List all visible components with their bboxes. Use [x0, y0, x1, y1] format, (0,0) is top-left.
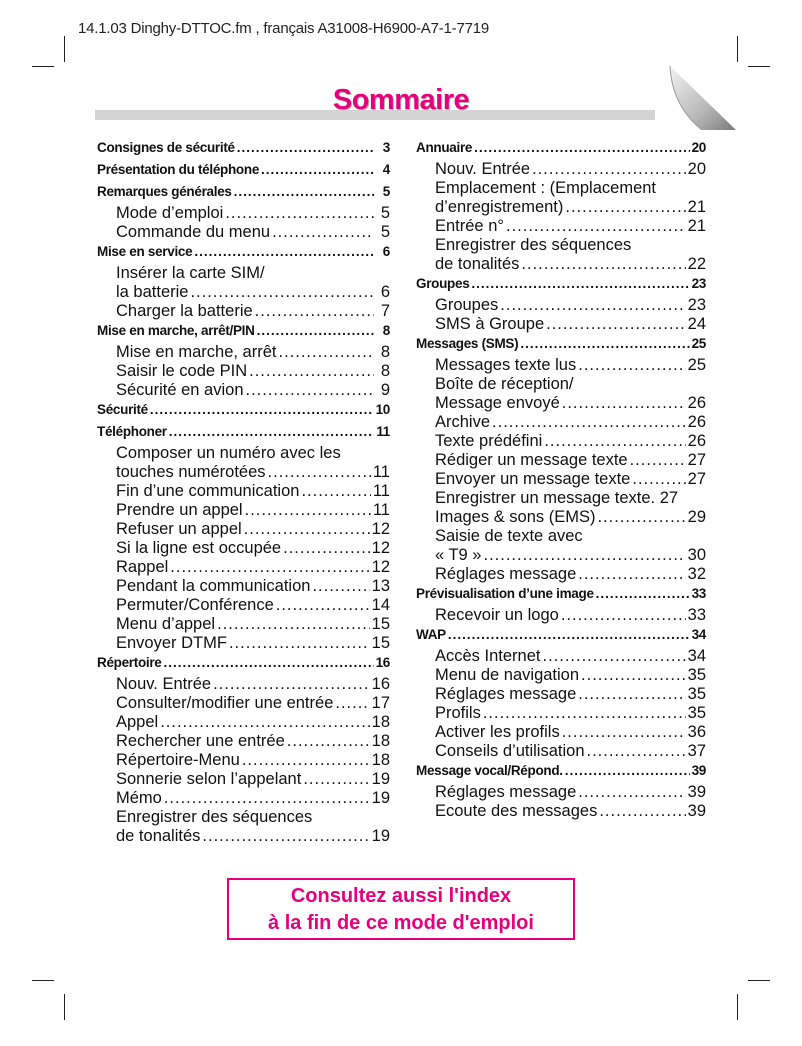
index-notice: [227, 878, 575, 940]
toc-page-number: 20: [687, 160, 706, 178]
toc-entry: [416, 255, 706, 274]
toc-entry: [97, 789, 390, 808]
toc-label: WAP: [416, 627, 446, 642]
toc-leader-dots: [546, 315, 686, 334]
toc-entry: [416, 666, 706, 685]
toc-leader-dots: [255, 302, 374, 321]
toc-label: Groupes: [416, 276, 470, 291]
toc-page-number: 5: [380, 223, 390, 241]
toc-page-number: 10: [375, 402, 390, 417]
toc-entry: [97, 501, 390, 520]
crop-mark: [32, 66, 54, 67]
toc-entry: [416, 723, 706, 742]
toc-section-heading: [97, 140, 390, 160]
toc-page-number: 15: [371, 615, 390, 633]
toc-page-number: 14: [371, 596, 390, 614]
toc-page-number: 26: [687, 432, 706, 450]
toc-entry: [416, 375, 706, 394]
toc-entry: [97, 615, 390, 634]
toc-page-number: 21: [687, 198, 706, 216]
toc-leader-dots: [202, 827, 369, 846]
toc-section-heading: [416, 627, 706, 647]
toc-section-heading: [97, 184, 390, 204]
toc-page-number: 8: [380, 362, 390, 380]
toc-page-number: 13: [371, 577, 390, 595]
toc-page-number: 27: [687, 470, 706, 488]
toc-page-number: 11: [372, 482, 390, 500]
toc-page-number: 8: [380, 343, 390, 361]
toc-page-number: 26: [687, 413, 706, 431]
toc-page-number: 5: [380, 204, 390, 222]
toc-label: Nouv. Entrée: [116, 675, 212, 693]
page-curl-icon: [662, 66, 736, 130]
toc-entry: [97, 675, 390, 694]
toc-leader-dots: [587, 742, 686, 761]
toc-page-number: 37: [687, 742, 706, 760]
toc-label: Saisie de texte avec: [435, 527, 583, 545]
toc-entry: [416, 356, 706, 375]
toc-entry: [416, 296, 706, 315]
toc-label: Emplacement : (Emplacement: [435, 179, 657, 197]
toc-section-heading: [97, 402, 390, 422]
toc-page-number: 19: [371, 827, 390, 845]
toc-entry: [416, 565, 706, 584]
toc-entry: [97, 362, 390, 381]
toc-right-column: [416, 138, 706, 821]
page-title: Sommaire: [332, 84, 470, 116]
toc-label: Consignes de sécurité: [97, 140, 235, 155]
toc-entry: [416, 704, 706, 723]
toc-label: Profils: [435, 704, 481, 722]
toc-entry: [416, 783, 706, 802]
toc-label: « T9 »: [435, 546, 482, 564]
toc-page-number: 39: [687, 783, 706, 801]
toc-section-heading: [97, 244, 390, 264]
toc-label: Sonnerie selon l’appelant: [116, 770, 302, 788]
toc-leader-dots: [278, 343, 374, 362]
toc-page-number: 6: [382, 244, 390, 259]
toc-leader-dots: [335, 694, 369, 713]
toc-leader-dots: [542, 647, 685, 666]
toc-leader-dots: [581, 666, 686, 685]
toc-label: Boîte de réception/: [435, 375, 574, 393]
toc-page-number: 26: [687, 394, 706, 412]
toc-leader-dots: [471, 276, 689, 291]
toc-label: Composer un numéro avec les: [116, 444, 341, 462]
toc-entry: [97, 596, 390, 615]
toc-entry: [416, 179, 706, 198]
crop-mark: [737, 36, 738, 62]
toc-entry: [97, 302, 390, 321]
toc-leader-dots: [246, 381, 375, 400]
toc-leader-dots: [234, 184, 374, 199]
toc-page-number: 30: [687, 546, 706, 564]
toc-leader-dots: [150, 402, 374, 417]
toc-label: d’enregistrement): [435, 198, 564, 216]
toc-entry: [416, 527, 706, 546]
toc-entry: [416, 802, 706, 821]
toc-leader-dots: [244, 520, 370, 539]
toc-leader-dots: [483, 546, 685, 565]
toc-label: Rappel: [116, 558, 169, 576]
toc-label: Messages texte lus: [435, 356, 577, 374]
toc-page-number: 11: [376, 424, 390, 439]
toc-page-number: 7: [380, 302, 390, 320]
toc-leader-dots: [217, 615, 370, 634]
toc-entry: [97, 264, 390, 283]
toc-leader-dots: [565, 763, 690, 778]
toc-label: Texte prédéfini: [435, 432, 543, 450]
toc-label: Ecoute des messages: [435, 802, 598, 820]
crop-mark: [748, 66, 770, 67]
toc-entry: [97, 482, 390, 501]
toc-page-number: 35: [687, 685, 706, 703]
toc-page-number: 8: [382, 323, 390, 338]
toc-page-number: 11: [372, 501, 390, 519]
toc-page-number: 16: [375, 655, 390, 670]
toc-page-number: 16: [371, 675, 390, 693]
toc-entry: [416, 236, 706, 255]
toc-entry: [97, 808, 390, 827]
toc-entry: [416, 217, 706, 236]
toc-entry: [416, 685, 706, 704]
toc-label: Répertoire-Menu: [116, 751, 240, 769]
toc-label: Mise en marche, arrêt/PIN: [97, 323, 255, 338]
toc-page-number: 35: [687, 666, 706, 684]
toc-page-number: 25: [687, 356, 706, 374]
toc-page-number: 15: [371, 634, 390, 652]
toc-page-number: 4: [382, 162, 390, 177]
file-header: 14.1.03 Dinghy-DTTOC.fm , français A31008-H6900-A7-1-7719: [78, 20, 490, 37]
crop-mark: [748, 980, 770, 981]
toc-leader-dots: [169, 424, 374, 439]
toc-leader-dots: [287, 732, 370, 751]
toc-label: Sécurité: [97, 402, 148, 417]
toc-leader-dots: [578, 565, 685, 584]
toc-leader-dots: [237, 140, 374, 155]
toc-label: Enregistrer des séquences: [116, 808, 313, 826]
toc-label: SMS à Groupe: [435, 315, 545, 333]
toc-leader-dots: [303, 770, 369, 789]
toc-leader-dots: [562, 394, 686, 413]
toc-leader-dots: [578, 685, 685, 704]
toc-page-number: 35: [687, 704, 706, 722]
toc-leader-dots: [194, 244, 374, 259]
toc-section-heading: [97, 424, 390, 444]
toc-leader-dots: [160, 713, 369, 732]
toc-label: de tonalités: [435, 255, 520, 273]
toc-leader-dots: [562, 723, 686, 742]
toc-leader-dots: [276, 596, 370, 615]
toc-label: Recevoir un logo: [435, 606, 559, 624]
toc-label: Consulter/modifier une entrée: [116, 694, 334, 712]
toc-section-heading: [416, 763, 706, 783]
toc-entry: [97, 577, 390, 596]
toc-label: Si la ligne est occupée: [116, 539, 282, 557]
toc-page-number: 21: [687, 217, 706, 235]
toc-leader-dots: [229, 634, 370, 653]
crop-mark: [64, 36, 65, 62]
toc-page-number: 12: [371, 539, 390, 557]
toc-section-heading: [97, 162, 390, 182]
toc-page-number: 36: [687, 723, 706, 741]
toc-entry: [97, 223, 390, 242]
toc-leader-dots: [312, 577, 369, 596]
toc-label: Message envoyé: [435, 394, 560, 412]
toc-entry: [416, 742, 706, 761]
toc-page-number: 19: [371, 770, 390, 788]
toc-entry: [416, 315, 706, 334]
toc-label: Annuaire: [416, 140, 473, 155]
toc-leader-dots: [599, 802, 685, 821]
toc-entry: [97, 343, 390, 362]
toc-label: Archive: [435, 413, 491, 431]
toc-leader-dots: [257, 323, 374, 338]
toc-leader-dots: [261, 162, 374, 177]
toc-label: la batterie: [116, 283, 189, 301]
toc-page-number: 34: [687, 647, 706, 665]
toc-label: Appel: [116, 713, 159, 731]
toc-leader-dots: [578, 783, 685, 802]
toc-leader-dots: [565, 198, 685, 217]
toc-leader-dots: [483, 704, 686, 723]
toc-page-number: 19: [371, 789, 390, 807]
toc-entry: [97, 283, 390, 302]
toc-leader-dots: [301, 482, 370, 501]
toc-entry: [416, 470, 706, 489]
toc-leader-dots: [245, 501, 371, 520]
toc-page-number: 12: [371, 558, 390, 576]
toc-leader-dots: [632, 470, 685, 489]
toc-page-number: 18: [371, 751, 390, 769]
toc-page-number: 24: [687, 315, 706, 333]
toc-leader-dots: [283, 539, 370, 558]
toc-leader-dots: [630, 451, 686, 470]
toc-leader-dots: [474, 140, 689, 155]
toc-page-number: 29: [687, 508, 706, 526]
toc-entry: [97, 444, 390, 463]
toc-page-number: 25: [691, 336, 706, 351]
toc-entry: [416, 432, 706, 451]
toc-page-number: 33: [687, 606, 706, 624]
toc-page-number: 3: [382, 140, 390, 155]
toc-entry: [416, 160, 706, 179]
toc-label: Menu d’appel: [116, 615, 216, 633]
toc-page-number: 18: [371, 732, 390, 750]
toc-leader-dots: [578, 356, 685, 375]
toc-label: Réglages message: [435, 783, 577, 801]
toc-page-number: 27: [687, 451, 706, 469]
toc-entry: [416, 413, 706, 432]
toc-entry: [97, 539, 390, 558]
toc-leader-dots: [164, 655, 374, 670]
crop-mark: [737, 994, 738, 1020]
toc-leader-dots: [500, 296, 685, 315]
toc-label: de tonalités: [116, 827, 201, 845]
toc-label: Téléphoner: [97, 424, 167, 439]
toc-entry: [416, 546, 706, 565]
toc-label: Insérer la carte SIM/: [116, 264, 265, 282]
toc-label: Pendant la communication: [116, 577, 311, 595]
toc-entry: [97, 381, 390, 400]
toc-label: Messages (SMS): [416, 336, 519, 351]
toc-leader-dots: [249, 362, 374, 381]
toc-label: Saisir le code PIN: [116, 362, 248, 380]
toc-entry: [416, 394, 706, 413]
toc-entry: [97, 770, 390, 789]
toc-label: touches numérotées: [116, 463, 266, 481]
toc-label: Message vocal/Répond.: [416, 763, 563, 778]
toc-page-number: 34: [691, 627, 706, 642]
toc-label: Mise en marche, arrêt: [116, 343, 277, 361]
toc-label: Accès Internet: [435, 647, 541, 665]
toc-entry: [97, 732, 390, 751]
toc-label: Rédiger un message texte: [435, 451, 628, 469]
toc-entry: [97, 520, 390, 539]
toc-page-number: 22: [687, 255, 706, 273]
toc-page-number: 33: [691, 586, 706, 601]
toc-leader-dots: [225, 204, 374, 223]
toc-label: Commande du menu: [116, 223, 271, 241]
toc-page-number: 12: [371, 520, 390, 538]
toc-label: Envoyer DTMF: [116, 634, 227, 652]
toc-leader-dots: [597, 508, 685, 527]
toc-label: Enregistrer un message texte. 27: [435, 489, 679, 507]
notice-line-1: Consultez aussi l'index: [290, 885, 512, 907]
toc-section-heading: [416, 140, 706, 160]
toc-leader-dots: [492, 413, 686, 432]
toc-label: Enregistrer des séquences: [435, 236, 632, 254]
toc-label: Activer les profils: [435, 723, 560, 741]
toc-section-heading: [97, 655, 390, 675]
toc-label: Rechercher une entrée: [116, 732, 285, 750]
toc-entry: [97, 827, 390, 846]
toc-leader-dots: [596, 586, 690, 601]
toc-page-number: 23: [691, 276, 706, 291]
toc-section-heading: [416, 586, 706, 606]
toc-entry: [97, 204, 390, 223]
toc-left-column: [97, 138, 390, 846]
toc-label: Mémo: [116, 789, 162, 807]
toc-entry: [97, 694, 390, 713]
toc-section-heading: [416, 336, 706, 356]
toc-page-number: 32: [687, 565, 706, 583]
toc-leader-dots: [532, 160, 686, 179]
toc-label: Groupes: [435, 296, 499, 314]
crop-mark: [64, 994, 65, 1020]
toc-entry: [416, 451, 706, 470]
toc-leader-dots: [213, 675, 370, 694]
toc-label: Conseils d’utilisation: [435, 742, 585, 760]
toc-label: Mode d’emploi: [116, 204, 224, 222]
toc-entry: [416, 489, 706, 508]
toc-label: Réglages message: [435, 565, 577, 583]
toc-entry: [416, 647, 706, 666]
toc-label: Charger la batterie: [116, 302, 253, 320]
toc-leader-dots: [268, 463, 371, 482]
toc-section-heading: [97, 323, 390, 343]
toc-page-number: 23: [687, 296, 706, 314]
toc-label: Remarques générales: [97, 184, 232, 199]
toc-label: Présentation du téléphone: [97, 162, 260, 177]
toc-page-number: 5: [382, 184, 390, 199]
notice-line-2: à la fin de ce mode d'emploi: [268, 912, 534, 934]
toc-leader-dots: [170, 558, 369, 577]
toc-label: Permuter/Conférence: [116, 596, 274, 614]
toc-page-number: 18: [371, 713, 390, 731]
toc-page-number: 39: [691, 763, 706, 778]
toc-page-number: 11: [372, 463, 390, 481]
toc-label: Fin d’une communication: [116, 482, 300, 500]
toc-entry: [97, 558, 390, 577]
toc-label: Refuser un appel: [116, 520, 242, 538]
toc-label: Envoyer un message texte: [435, 470, 631, 488]
toc-leader-dots: [520, 336, 689, 351]
toc-leader-dots: [242, 751, 370, 770]
toc-page-number: 17: [371, 694, 390, 712]
toc-label: Images & sons (EMS): [435, 508, 596, 526]
toc-leader-dots: [448, 627, 690, 642]
toc-label: Répertoire: [97, 655, 162, 670]
toc-leader-dots: [544, 432, 685, 451]
toc-page-number: 20: [691, 140, 706, 155]
toc-entry: [97, 463, 390, 482]
toc-entry: [416, 606, 706, 625]
toc-leader-dots: [190, 283, 374, 302]
toc-section-heading: [416, 276, 706, 296]
toc-label: Réglages message: [435, 685, 577, 703]
toc-leader-dots: [521, 255, 685, 274]
toc-label: Nouv. Entrée: [435, 160, 531, 178]
toc-leader-dots: [506, 217, 686, 236]
toc-entry: [416, 508, 706, 527]
toc-label: Entrée n°: [435, 217, 504, 235]
toc-entry: [97, 713, 390, 732]
toc-page-number: 9: [380, 381, 390, 399]
crop-mark: [32, 980, 54, 981]
toc-label: Mise en service: [97, 244, 193, 259]
toc-entry: [97, 751, 390, 770]
toc-entry: [416, 198, 706, 217]
toc-leader-dots: [164, 789, 370, 808]
toc-page-number: 39: [687, 802, 706, 820]
toc-label: Sécurité en avion: [116, 381, 244, 399]
toc-page-number: 6: [380, 283, 390, 301]
toc-label: Prendre un appel: [116, 501, 243, 519]
toc-leader-dots: [272, 223, 374, 242]
toc-label: Prévisualisation d’une image: [416, 586, 594, 601]
toc-label: Menu de navigation: [435, 666, 580, 684]
toc-entry: [97, 634, 390, 653]
toc-leader-dots: [561, 606, 686, 625]
